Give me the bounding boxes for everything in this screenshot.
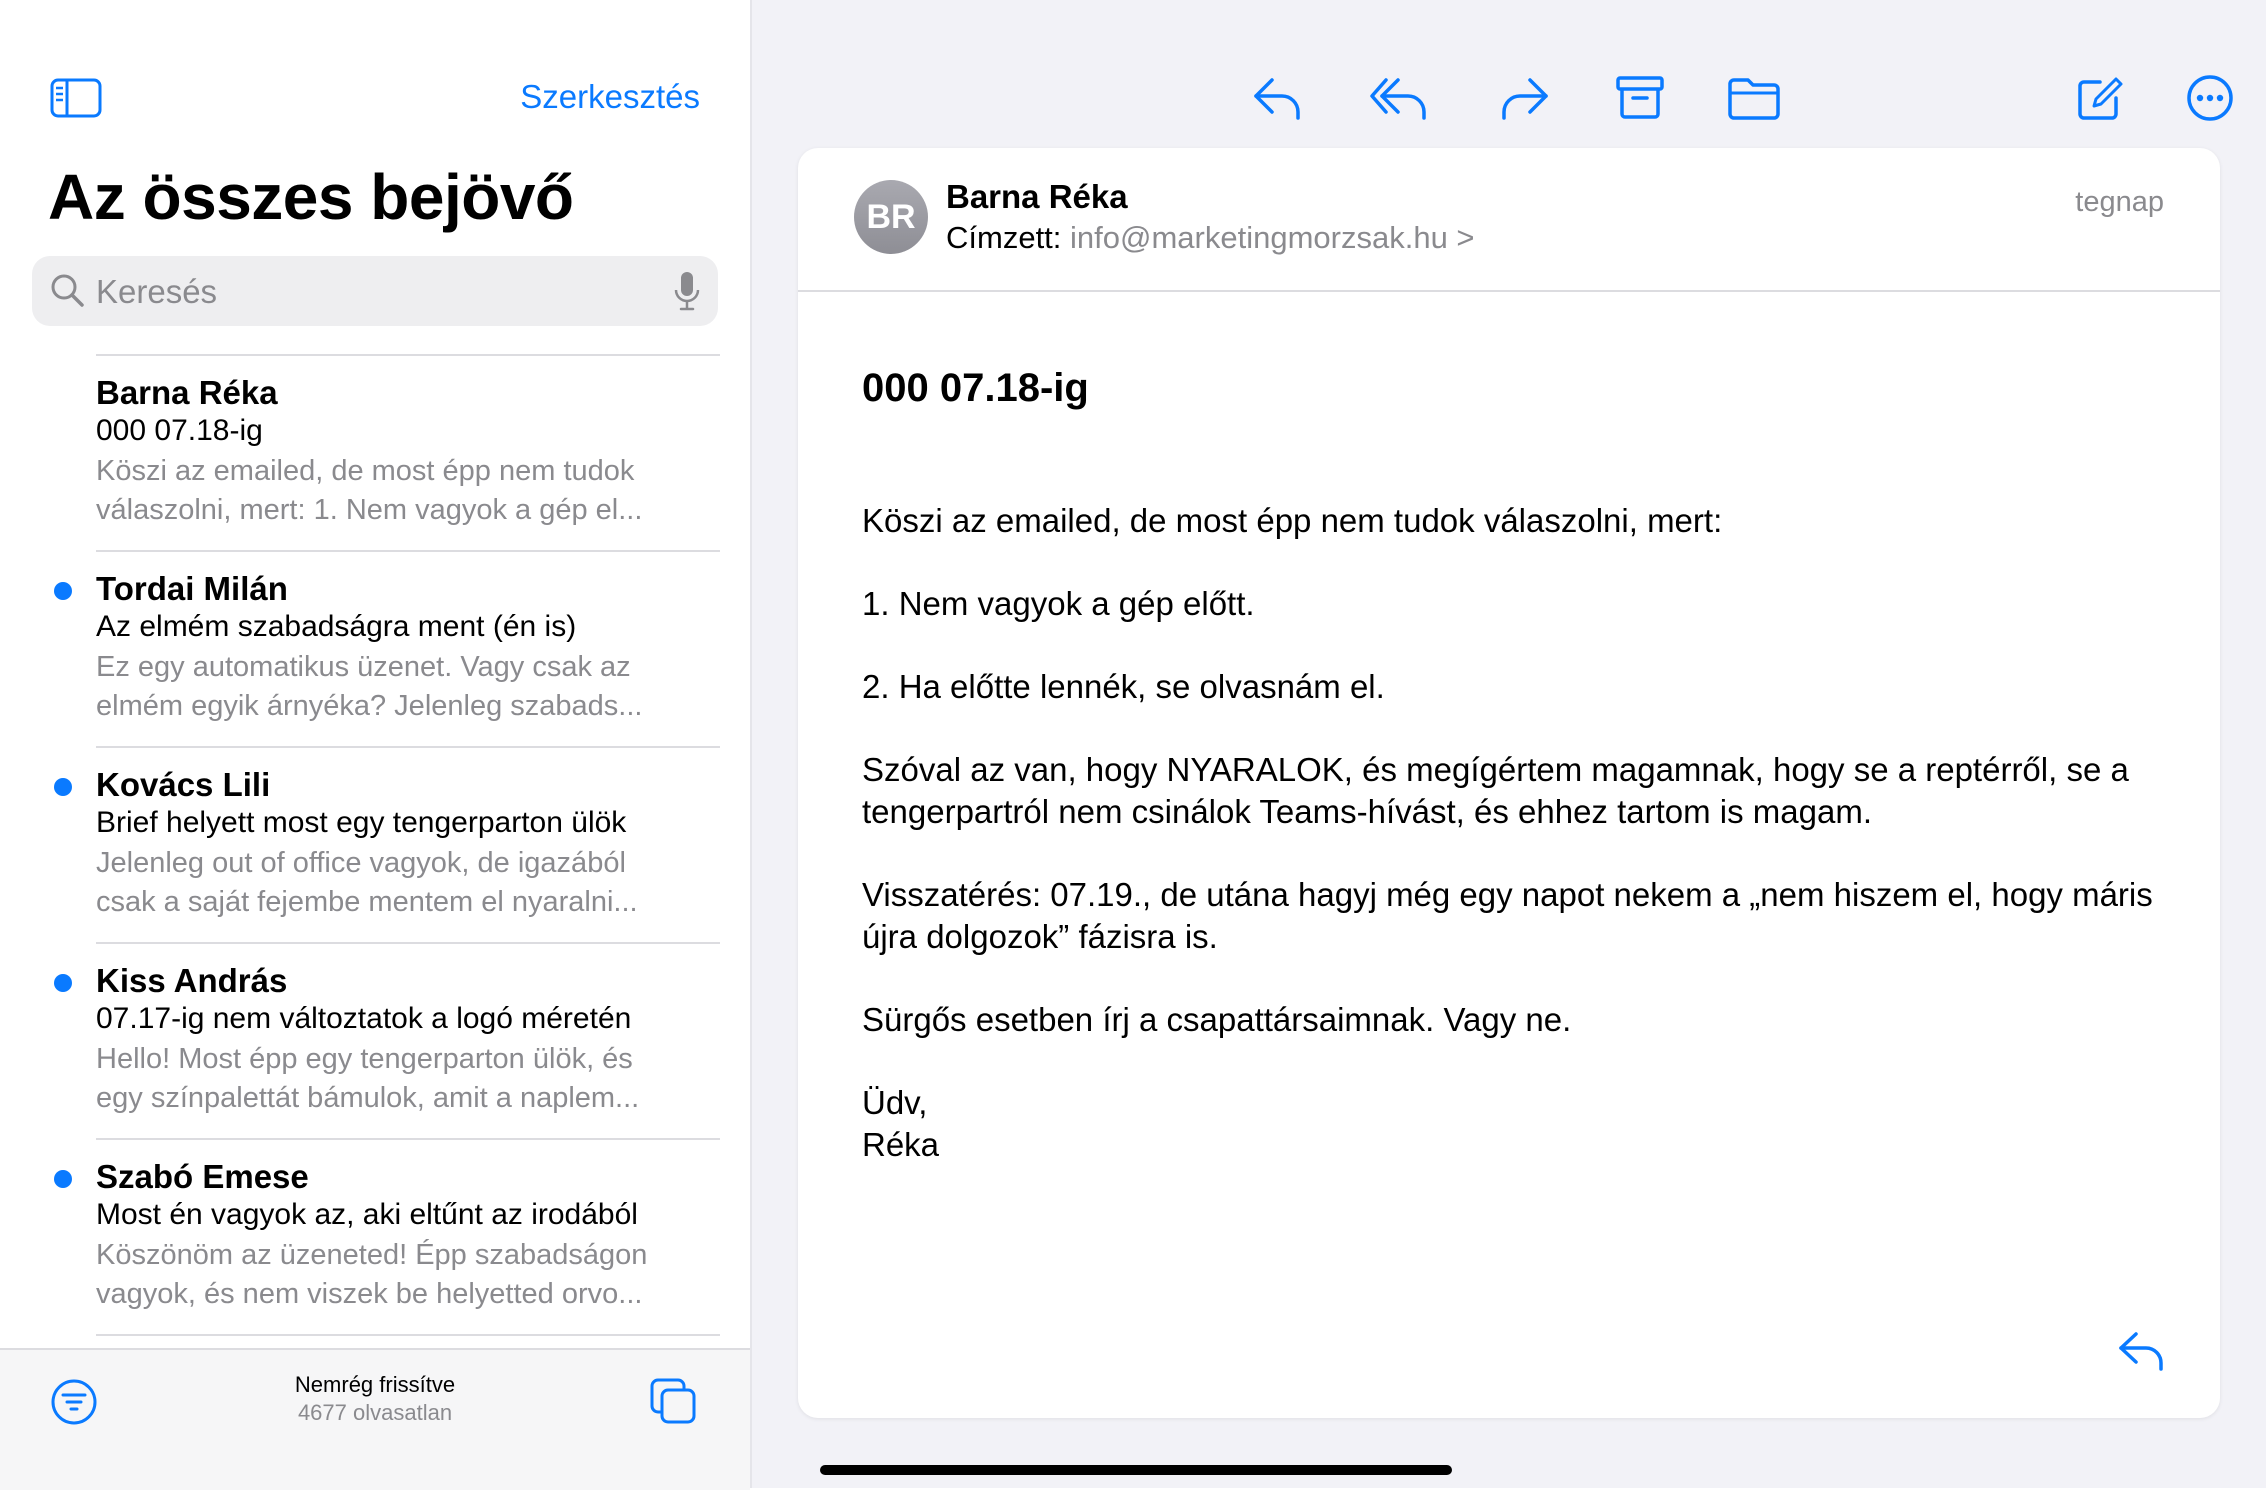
folder-icon[interactable]	[1726, 72, 1782, 124]
message-body	[862, 500, 2162, 1166]
message-sender: Kiss András	[96, 962, 288, 999]
body-paragraph: Üdv,	[862, 1084, 928, 1121]
message-view	[798, 148, 2220, 1418]
message-sender: Kovács Lili	[96, 766, 271, 803]
message-list-item[interactable]	[0, 354, 750, 550]
message-list	[0, 354, 750, 1334]
edit-button[interactable]: Szerkesztés	[520, 78, 700, 115]
separator	[96, 746, 720, 748]
message-subject-heading: 000 07.18-ig	[862, 366, 1089, 410]
separator	[96, 1334, 720, 1336]
body-paragraph: Szóval az van, hogy NYARALOK, és megígértem magamnak, hogy se a reptérről, se a tengerpartról nem csinálok Teams-hívást, és ehhez tartom is magam.	[862, 751, 2129, 830]
reply-icon[interactable]	[1250, 72, 1306, 124]
microphone-icon[interactable]	[672, 270, 702, 312]
message-subject: 000 07.18-ig	[96, 414, 263, 447]
compose-icon[interactable]	[2072, 72, 2128, 124]
message-subject: 07.17-ig nem változtatok a logó méretén	[96, 1002, 632, 1035]
refresh-status: Nemrég frissítve	[294, 1372, 456, 1397]
message-list-item[interactable]	[0, 550, 750, 746]
message-sender: Barna Réka	[96, 374, 278, 411]
separator	[96, 1138, 720, 1140]
page-title: Az összes bejövő	[48, 161, 574, 233]
body-paragraph: 1. Nem vagyok a gép előtt.	[862, 585, 1255, 622]
home-indicator	[820, 1465, 1452, 1475]
message-sender: Szabó Emese	[96, 1158, 309, 1195]
separator	[96, 942, 720, 944]
unread-indicator	[54, 974, 72, 992]
body-paragraph: Sürgős esetben írj a csapattársaimnak. Vagy ne.	[862, 1001, 1572, 1038]
message-preview: Ez egy automatikus üzenet. Vagy csak az elmém egyik árnyéka? Jelenleg szabads...	[96, 651, 643, 722]
separator	[96, 550, 720, 552]
message-subject: Az elmém szabadságra ment (én is)	[96, 610, 577, 643]
separator	[96, 354, 720, 356]
message-list-item[interactable]	[0, 746, 750, 942]
message-preview: Köszönöm az üzeneted! Épp szabadságon vagyok, és nem viszek be helyetted orvo...	[96, 1239, 648, 1310]
header-divider	[798, 290, 2220, 292]
stack-icon[interactable]	[648, 1376, 698, 1426]
body-paragraph: 2. Ha előtte lennék, se olvasnám el.	[862, 668, 1385, 705]
message-pane	[752, 0, 2266, 1488]
sidebar-icon[interactable]	[50, 78, 102, 118]
unread-indicator	[54, 778, 72, 796]
recipient-label: Címzett:	[946, 220, 1062, 255]
message-list-item[interactable]	[0, 1138, 750, 1334]
unread-count: 4677 olvasatlan	[297, 1400, 453, 1425]
reply-all-icon[interactable]	[1368, 72, 1432, 124]
search-input[interactable]	[94, 256, 658, 328]
recipient-line	[946, 220, 1475, 256]
message-subject: Most én vagyok az, aki eltűnt az irodából	[96, 1198, 638, 1231]
avatar[interactable]: BR	[854, 180, 928, 254]
forward-icon[interactable]	[1496, 72, 1552, 124]
unread-indicator	[54, 582, 72, 600]
message-preview: Hello! Most épp egy tengerparton ülök, és egy színpalettát bámulok, amit a naplem...	[96, 1043, 640, 1114]
search-icon	[48, 271, 88, 311]
body-paragraph: Köszi az emailed, de most épp nem tudok válaszolni, mert:	[862, 502, 1723, 539]
archive-icon[interactable]	[1612, 72, 1668, 124]
message-preview: Jelenleg out of office vagyok, de igazából csak a saját fejembe mentem el nyaralni...	[96, 847, 638, 918]
message-date: tegnap	[2075, 186, 2164, 218]
body-paragraph: Visszatérés: 07.19., de utána hagyj még egy napot nekem a „nem hiszem el, hogy máris újra dolgozok” fázisra is.	[862, 876, 2153, 955]
message-preview: Köszi az emailed, de most épp nem tudok válaszolni, mert: 1. Nem vagyok a gép el...	[96, 455, 643, 526]
more-icon[interactable]	[2182, 72, 2238, 124]
message-list-item[interactable]	[0, 942, 750, 1138]
message-sender-name[interactable]: Barna Réka	[946, 178, 1128, 215]
mailbox-pane	[0, 0, 752, 1488]
reply-icon[interactable]	[2116, 1326, 2168, 1374]
body-paragraph: Réka	[862, 1126, 940, 1163]
unread-indicator	[54, 1170, 72, 1188]
search-bar[interactable]	[32, 256, 718, 326]
recipient-address[interactable]: info@marketingmorzsak.hu >	[1070, 220, 1475, 255]
message-subject: Brief helyett most egy tengerparton ülök	[96, 806, 627, 839]
mailbox-footer	[0, 1348, 750, 1490]
message-sender: Tordai Milán	[96, 570, 288, 607]
